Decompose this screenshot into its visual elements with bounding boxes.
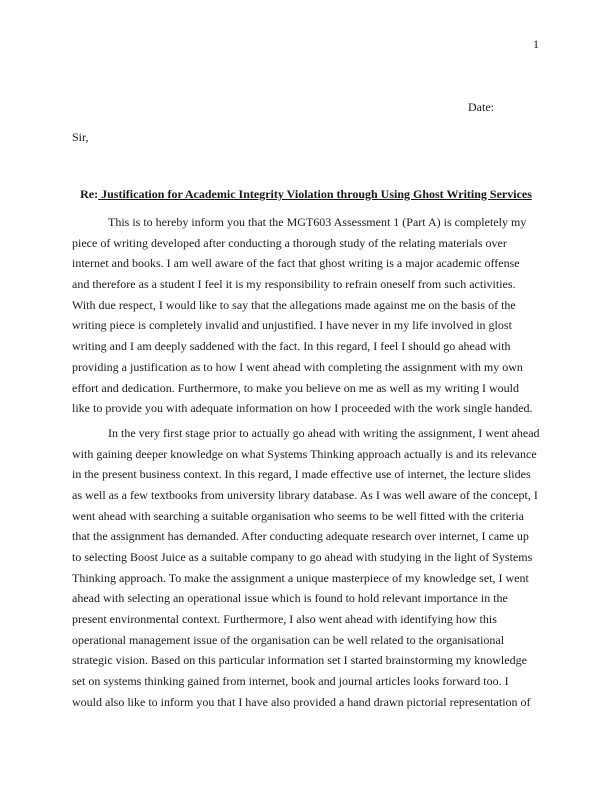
paragraph-line: set on systems thinking gained from internet, book and journal articles looks forward too. I	[72, 674, 509, 689]
paragraph-line: to selecting Boost Juice as a suitable company to go ahead with studying in the light of Systems	[72, 550, 533, 564]
paragraph-line: writing piece is completely invalid and unjustified. I have never in my life involved in glost	[72, 318, 512, 333]
paragraph-1	[72, 212, 542, 419]
subject-title: Justification for Academic Integrity Violation through Using Ghost Writing Services	[98, 187, 532, 201]
paragraph-line: Thinking approach. To make the assignment a unique masterpiece of my knowledge set, I went	[72, 570, 529, 585]
subject-line	[72, 187, 540, 201]
salutation: Sir,	[72, 130, 89, 144]
paragraph-line: as well as a few textbooks from university library database. As I was well aware of the concept, I	[72, 487, 538, 502]
paragraph-line: piece of writing developed after conducting a thorough study of the relating materials over	[72, 235, 507, 250]
paragraph-line: ahead with selecting an operational issue which is found to hold relevant importance in the	[72, 591, 508, 606]
paragraph-line: like to provide you with adequate information on how I proceeded with the work single handed.	[72, 401, 533, 416]
paragraph-line: writing and I am deeply saddened with the fact. In this regard, I feel I should go ahead with	[72, 339, 511, 354]
paragraph-line: With due respect, I would like to say that the allegations made against me on the basis of the	[72, 297, 516, 312]
paragraph-line: went ahead with searching a suitable organisation who seems to be well fitted with the criteria	[72, 508, 524, 523]
page-number: 1	[533, 37, 539, 51]
paragraph-line: In the very first stage prior to actually go ahead with writing the assignment, I went ahead	[108, 425, 540, 440]
paragraph-line: present environmental context. Furthermore, I also went ahead with identifying how this	[72, 612, 497, 627]
paragraph-line: and therefore as a student I feel it is my responsibility to refrain oneself from such activities.	[72, 277, 516, 292]
paragraph-line: in the present business context. In this regard, I made effective use of internet, the lecture slides	[72, 467, 531, 482]
paragraph-line: that the assignment has demanded. After conducting adequate research over internet, I came up	[72, 529, 529, 544]
paragraph-line: providing a justification as to how I went ahead with completing the assignment with my own	[72, 359, 523, 374]
date-label: Date:	[468, 100, 494, 114]
paragraph-line: strategic vision. Based on this particular information set I started brainstorming my knowledge	[72, 653, 527, 668]
subject-prefix: Re:	[80, 187, 99, 201]
paragraph-2	[72, 423, 542, 713]
paragraph-line: This is to hereby inform you that the MGT603 Assessment 1 (Part A) is completely my	[108, 215, 527, 229]
paragraph-line: operational management issue of the organisation can be well related to the organisational	[72, 632, 505, 647]
letter-body	[72, 212, 542, 713]
paragraph-line: with gaining deeper knowledge on what Systems Thinking approach actually is and its relevance	[72, 446, 537, 461]
paragraph-line: would also like to inform you that I have also provided a hand drawn pictorial representation of	[72, 694, 531, 709]
paragraph-line: effort and dedication. Furthermore, to make you believe on me as well as my writing I would	[72, 380, 519, 395]
paragraph-line: internet and books. I am well aware of the fact that ghost writing is a major academic offense	[72, 256, 520, 271]
